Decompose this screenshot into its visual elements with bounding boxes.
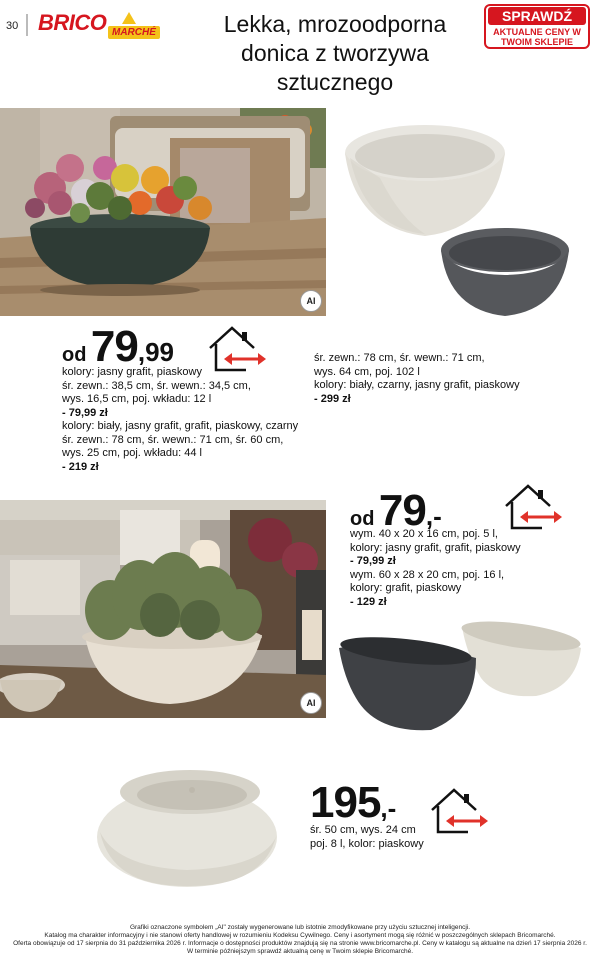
spec-price: - 299 zł	[314, 392, 351, 405]
page-title: Lekka, mrozoodporna donica z tworzywa sztucznego	[223, 11, 447, 95]
ai-generated-badge: AI	[300, 692, 322, 714]
footer-line: Oferta obowiązuje od 17 sierpnia do 31 października 2026 r. Informacje o dostępności produktów znajdują się na stronie www.bricomarche.pl. Ceny w katalogu są aktualne na dzień 17 sierpnia 2026 r.	[13, 940, 587, 947]
price-prefix: od	[62, 344, 87, 366]
logo-brico-text: BRICO	[38, 10, 107, 35]
product1-specs-left	[62, 366, 322, 474]
spec-line: śr. 50 cm, wys. 24 cm	[310, 824, 416, 836]
product3-price	[310, 778, 396, 828]
stamp-bottom-text: AKTUALNE CENY W TWOIM SKLEPIE	[493, 27, 581, 47]
product1-price	[62, 322, 174, 372]
price-cents: ,-	[425, 501, 442, 531]
price-main: 79	[378, 486, 426, 535]
spec-line: wys. 25 cm, poj. wkładu: 44 l	[62, 447, 203, 459]
spec-line: śr. zewn.: 78 cm, śr. wewn.: 71 cm,	[314, 352, 485, 364]
legal-footer	[0, 924, 600, 956]
spec-line: wym. 40 x 20 x 16 cm, poj. 5 l,	[350, 528, 498, 540]
price-main: 79	[90, 322, 138, 371]
product1-lifestyle-photo	[0, 108, 326, 316]
product1-bowls-image	[340, 118, 580, 328]
spec-line: śr. zewn.: 78 cm, śr. wewn.: 71 cm, śr. 60 cm,	[62, 433, 284, 446]
product2-specs	[350, 528, 590, 609]
brand-logo[interactable]	[38, 10, 166, 40]
spec-price: - 219 zł	[62, 460, 99, 473]
spec-price: - 129 zł	[350, 595, 387, 608]
spec-line: kolory: biały, jasny grafit, grafit, piaskowy, czarny	[62, 420, 299, 432]
spec-line: wys. 16,5 cm, poj. wkładu: 12 l	[62, 393, 212, 405]
spec-line: kolory: grafit, piaskowy	[350, 582, 462, 594]
house-arrow-icon	[502, 482, 564, 532]
product2-planters-image	[336, 618, 586, 738]
product3-specs	[310, 824, 510, 851]
footer-line: Katalog ma charakter informacyjny i nie stanowi oferty handlowej w rozumieniu Kodeksu Cywilnego. Ceny i asortyment mogą się różnić w poszczególnych sklepach Bricomarché.	[44, 932, 556, 939]
spec-line: kolory: jasny grafit, piaskowy	[62, 366, 202, 378]
price-cents: ,-	[380, 793, 397, 823]
spec-line: poj. 8 l, kolor: piaskowy	[310, 837, 424, 850]
footer-line: W terminie późniejszym sprawdź aktualną cenę w Twoim sklepie Bricomarché.	[186, 948, 414, 955]
spec-line: kolory: biały, czarny, jasny grafit, piaskowy	[314, 379, 520, 391]
price-main: 195	[310, 778, 381, 827]
footer-line: Grafiki oznaczone symbolem „AI" zostały wygenerowane lub istotnie zmodyfikowane przy użyciu sztucznej inteligencji.	[129, 924, 471, 931]
spec-line: wym. 60 x 28 x 20 cm, poj. 16 l,	[350, 568, 505, 581]
spec-line: kolory: jasny grafit, grafit, piaskowy	[350, 541, 521, 554]
check-prices-stamp	[484, 4, 590, 49]
price-prefix: od	[350, 508, 375, 530]
stamp-top-text: SPRAWDŹ	[488, 7, 586, 25]
logo-roof-icon	[122, 12, 136, 24]
product2-lifestyle-photo	[0, 500, 326, 718]
spec-line: śr. zewn.: 38,5 cm, śr. wewn.: 34,5 cm,	[62, 379, 251, 392]
price-cents: ,99	[137, 337, 174, 367]
spec-price: - 79,99 zł	[350, 555, 396, 567]
product1-specs-right	[314, 352, 594, 406]
page-number: 30	[6, 20, 19, 32]
spec-price: - 79,99 zł	[62, 406, 108, 419]
spec-line: wys. 64 cm, poj. 102 l	[314, 365, 420, 378]
ai-generated-badge: AI	[300, 290, 322, 312]
product3-planter-image	[92, 762, 282, 892]
header-divider	[26, 14, 28, 36]
logo-marche-text: MARCHÉ	[108, 26, 160, 39]
